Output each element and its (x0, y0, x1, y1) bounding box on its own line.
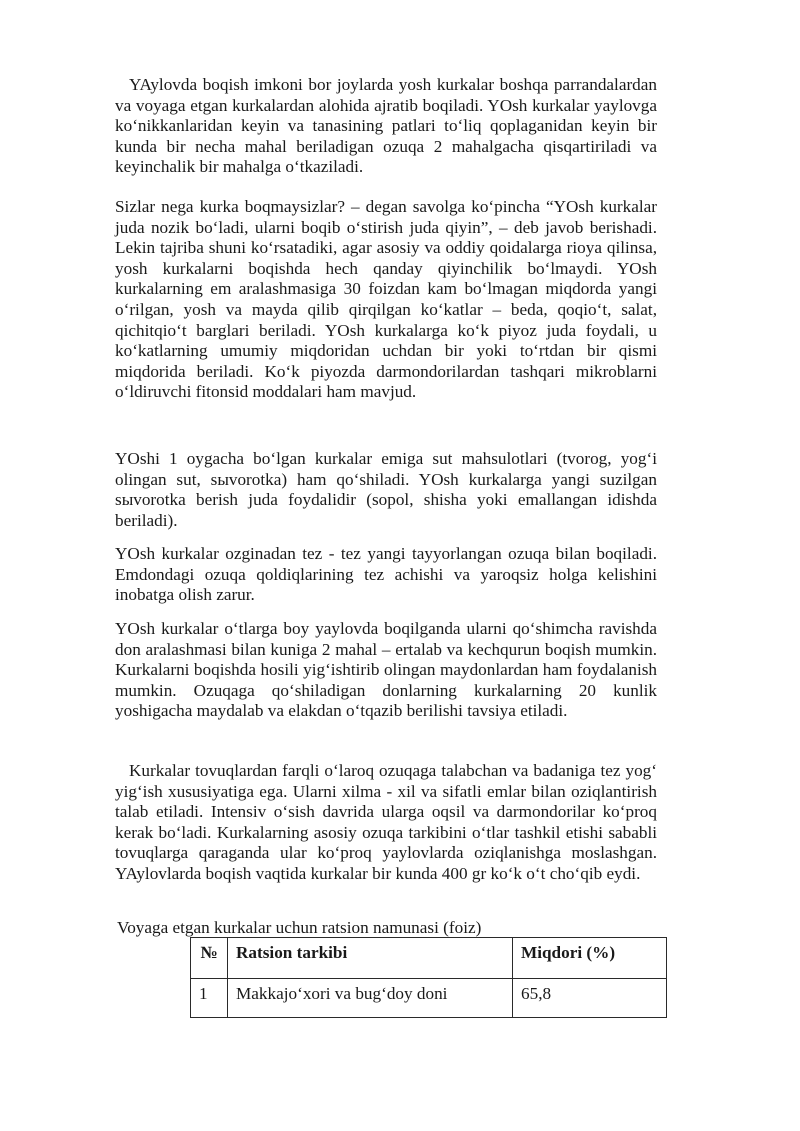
paragraph-turkey-vs-chicken (115, 761, 657, 885)
ratsion-table (190, 937, 667, 1018)
paragraph-text: YOsh kurkalar o‘tlarga boy yaylovda boqilganda ularni qo‘shimcha ravishda don aralashmasi bilan kuniga 2 mahal – ertalab va kechqurun boqish mumkin. Kurkalarni boqishda hosili yig‘ishtirib olingan maydonlardan ham foydalanish mumkin. Ozuqaga qo‘shiladigan donlarning kurkalarning 20 kunlik yoshigacha maydalab va elakdan o‘tqazib berilishi tavsiya etiladi. (115, 619, 657, 721)
paragraph-grain-mixture (115, 619, 657, 722)
header-composition: Ratsion tarkibi (228, 938, 513, 979)
paragraph-text: YAylovda boqish imkoni bor joylarda yosh kurkalar boshqa parrandalardan va voyaga etgan kurkalardan alohida ajratib boqiladi. YOsh kurkalar yaylovga ko‘nikkanlaridan keyin va tanasining patlari to‘liq qoplaganidan keyin bir kunda bir necha mahal beriladigan ozuqa 2 mahalgacha qisqartiriladi va keyinchalik bir mahalga o‘tkaziladi. (115, 75, 657, 177)
paragraph-text: YOshi 1 oygacha bo‘lgan kurkalar emiga sut mahsulotlari (tvorog, yog‘i olingan sut, sыvorotka) ham qo‘shiladi. YOsh kurkalarga yangi suzilgan sыvorotka berish juda foydalidir (sopol, shisha yoki emallangan idishda beriladi). (115, 449, 657, 530)
table-caption: Voyaga etgan kurkalar uchun ratsion namunasi (foiz) (117, 918, 482, 937)
paragraph-frequent-feeding (115, 544, 657, 606)
cell-composition: Makkajo‘xori va bug‘doy doni (228, 979, 513, 1018)
paragraph-text: Sizlar nega kurka boqmaysizlar? – degan savolga ko‘pincha “YOsh kurkalar juda nozik bo‘ladi, ularni boqib o‘stirish juda qiyin”, – deb javob berishadi. Lekin tajriba shuni ko‘rsatadiki, agar asosiy va oddiy qoidalarga rioya qilinsa, yosh kurkalarni boqishda hech qanday qiyinchilik bo‘lmaydi. YOsh kurkalarning em aralashmasiga 30 foizdan kam bo‘lmagan miqdorda yangi o‘rilgan, yosh va mayda qilib qirqilgan ko‘katlar – beda, qoqio‘t, salat, qichitqio‘t barglari beriladi. YOsh kurkalarga ko‘k piyoz juda foydali, u ko‘katlarning umumiy miqdoridan uchdan bir yoki to‘rtdan bir qismi miqdorida beriladi. Ko‘k piyozda darmondorilardan tashqari mikroblarni o‘ldiruvchi fitonsid moddalari ham mavjud. (115, 197, 657, 402)
paragraph-text: YOsh kurkalar ozginadan tez - tez yangi tayyorlangan ozuqa bilan boqiladi. Emdondagi ozuqa qoldiqlarining tez achishi va yaroqsiz holga kelishini inobatga olish zarur. (115, 544, 657, 605)
paragraph-text: Kurkalar tovuqlardan farqli o‘laroq ozuqaga talabchan va badaniga tez yog‘ yig‘ish xususiyatiga ega. Ularni xilma - xil va sifatli emlar bilan oziqlantirish talab etiladi. Intensiv o‘sish davrida ularga oqsil va darmondorilar ko‘proq kerak bo‘ladi. Kurkalarning asosiy ozuqa tarkibini o‘tlar tashkil etishi sababli tovuqlarga qaraganda ular ko‘proq yaylovlarda oziqlanishga moslashgan. YAylovlarda boqish vaqtida kurkalar bir kunda 400 gr ko‘k o‘t cho‘qib eydi. (115, 761, 657, 883)
paragraph-dairy-products (115, 449, 657, 531)
paragraph-pasture-feeding (115, 75, 657, 178)
header-number: № (191, 938, 228, 979)
paragraph-why-not-turkeys (115, 197, 657, 403)
header-amount: Miqdori (%) (513, 938, 667, 979)
table-row (191, 979, 667, 1018)
cell-number: 1 (191, 979, 228, 1018)
cell-amount: 65,8 (513, 979, 667, 1018)
table-header-row (191, 938, 667, 979)
